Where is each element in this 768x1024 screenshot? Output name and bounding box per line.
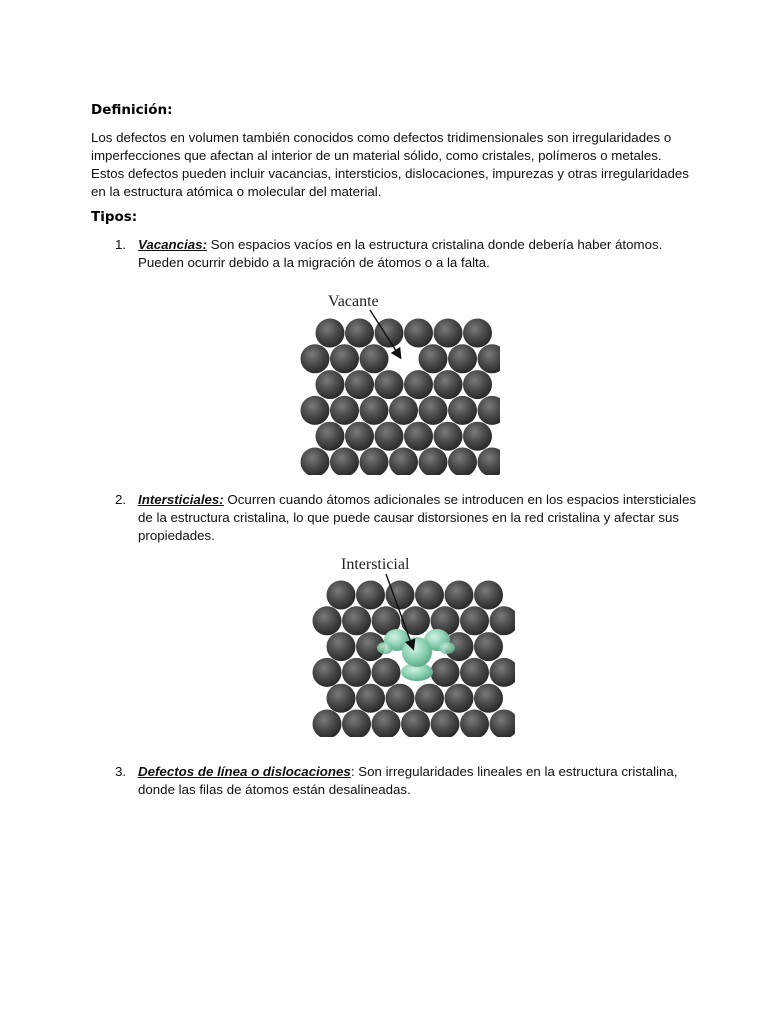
atom [463, 319, 492, 348]
atom [301, 396, 330, 425]
atom [360, 344, 389, 373]
atom [301, 448, 330, 476]
atom [460, 658, 489, 687]
atom [345, 422, 374, 451]
atom [419, 448, 448, 476]
term-vacancias: Vacancias: [138, 237, 207, 252]
atom [356, 581, 385, 610]
atom [330, 396, 359, 425]
atom [490, 710, 516, 738]
vacancy-label: Vacante [328, 293, 379, 310]
atom [342, 606, 371, 635]
atom [460, 710, 489, 738]
types-heading: Tipos: [91, 209, 138, 225]
atom [448, 396, 477, 425]
atom [478, 344, 501, 373]
atom [431, 658, 460, 687]
atom [360, 448, 389, 476]
atom [313, 710, 342, 738]
atom [389, 448, 418, 476]
list-item-number: 1. [115, 237, 127, 252]
atom [478, 448, 501, 476]
vacancy-figure [290, 285, 500, 475]
atom [474, 581, 503, 610]
atom [419, 396, 448, 425]
atom [330, 448, 359, 476]
atom [313, 606, 342, 635]
atom [316, 319, 345, 348]
vacancy-lattice [301, 319, 501, 476]
atom [445, 684, 474, 713]
atom [463, 370, 492, 399]
atom [434, 370, 463, 399]
atom [434, 422, 463, 451]
atom [342, 658, 371, 687]
term-intersticiales: Intersticiales: [138, 492, 224, 507]
atom [415, 581, 444, 610]
list-item-number: 2. [115, 492, 127, 507]
atom [404, 422, 433, 451]
atom [360, 396, 389, 425]
definition-paragraph: Los defectos en volumen también conocidos como defectos tridimensionales son irregularidades o imperfecciones que afectan al interior de un material sólido, como cristales, polímeros o metales. Estos defectos pueden incluir vacancias, intersticios, dislocaciones, impurezas y otras irregularidades en la estructura atómica o molecular del material. [91, 130, 689, 199]
atom [404, 370, 433, 399]
atom [375, 422, 404, 451]
atom [372, 710, 401, 738]
atom [389, 396, 418, 425]
atom [375, 370, 404, 399]
atom [316, 370, 345, 399]
list-item-text: Ocurren cuando átomos adicionales se introducen en los espacios intersticiales de la estructura cristalina, lo que puede causar distorsiones en la red cristalina y afectar sus propiedades. [138, 492, 697, 543]
atom [490, 606, 516, 635]
list-item-vacancias [138, 236, 698, 272]
atom [345, 370, 374, 399]
atom [356, 684, 385, 713]
atom [460, 606, 489, 635]
atom [345, 319, 374, 348]
atom [342, 710, 371, 738]
term-dislocaciones: Defectos de línea o dislocaciones [138, 764, 351, 779]
atom [386, 684, 415, 713]
atom [419, 344, 448, 373]
list-item-text: Son espacios vacíos en la estructura cristalina donde debería haber átomos. Pueden ocurrir debido a la migración de átomos o a la falta. [138, 237, 663, 270]
atom [316, 422, 345, 451]
atom [327, 684, 356, 713]
atom [327, 581, 356, 610]
atom [445, 581, 474, 610]
atom [327, 632, 356, 661]
list-item-text: : Son irregularidades lineales en la estructura cristalina, donde las filas de átomos están desalineadas. [138, 764, 678, 797]
list-item-intersticiales [138, 491, 698, 545]
atom [490, 658, 516, 687]
definition-heading: Definición: [91, 102, 173, 118]
atom [372, 658, 401, 687]
atom [474, 632, 503, 661]
atom [415, 684, 444, 713]
atom [478, 396, 501, 425]
atom [448, 448, 477, 476]
list-item-number: 3. [115, 764, 127, 779]
atom [463, 422, 492, 451]
interstitial-label: Intersticial [341, 556, 410, 573]
atom [431, 710, 460, 738]
atom [330, 344, 359, 373]
atom [474, 684, 503, 713]
list-item-dislocaciones [138, 763, 698, 799]
atom [401, 710, 430, 738]
interstitial-atom [402, 637, 432, 667]
atom [434, 319, 463, 348]
atom [448, 344, 477, 373]
atom [401, 606, 430, 635]
atom [313, 658, 342, 687]
atom [404, 319, 433, 348]
interstitial-figure [305, 552, 515, 737]
atom [301, 344, 330, 373]
